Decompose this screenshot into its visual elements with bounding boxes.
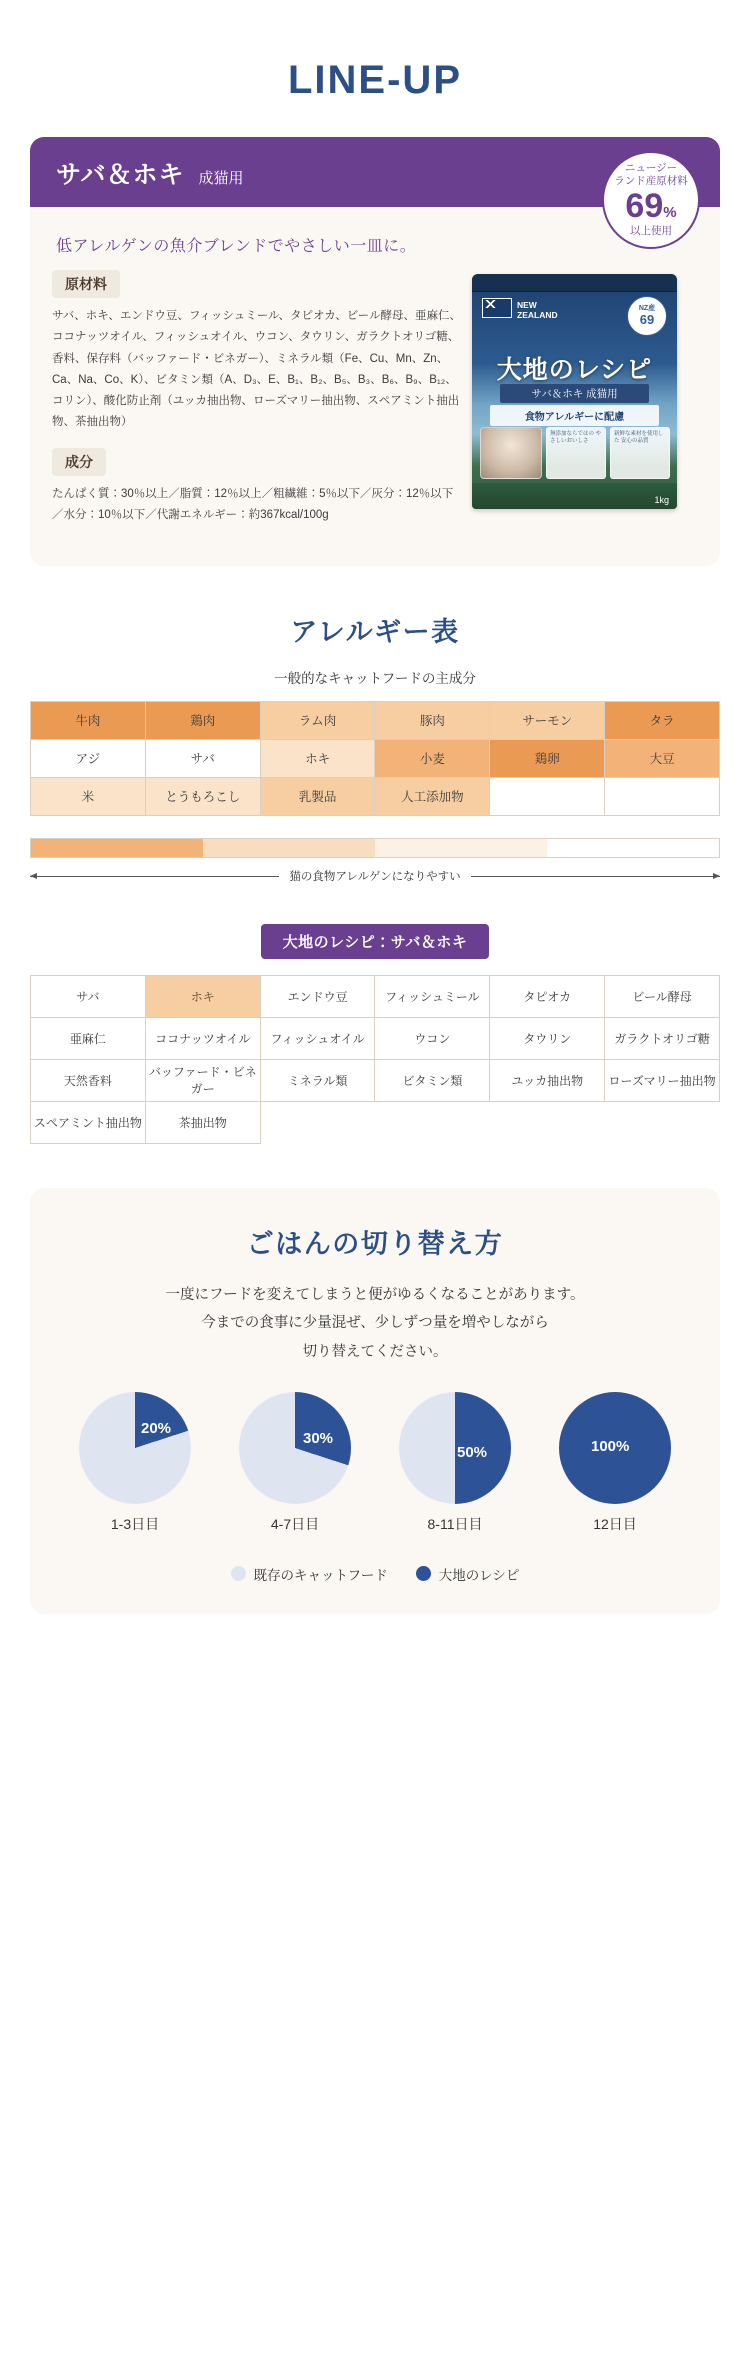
allergy-scale-bar [30,838,720,858]
recipe-cell-highlight: ホキ [145,976,260,1018]
allergy-cell: ラム肉 [260,702,375,740]
allergy-cell: 米 [31,778,146,816]
ingredients-text: サバ、ホキ、エンドウ豆、フィッシュミール、タピオカ、ビール酵母、亜麻仁、ココナッツオイル、フィッシュオイル、ウコン、タウリン、ガラクトオリゴ糖、香料、保存料（バッファード・ビネガー）、ミネラル類（Fe、Cu、Mn、Zn、Ca、Na、Co、K）、ビタミン類（A、D₃、E、B₁、B₂、B₅、B₃、B₆、B₉、B₁₂、コリン）、酸化防止剤（ユッカ抽出物、ローズマリー抽出物、スペアミント抽出物、茶抽出物） [52,310,462,429]
table-row [31,1060,720,1102]
recipe-cell: 天然香料 [31,1060,146,1102]
recipe-cell: ユッカ抽出物 [490,1060,605,1102]
allergy-caption: 一般的なキャットフードの主成分 [274,671,476,687]
product-image-column [462,270,698,540]
package-seal-top: NZ産 [638,305,656,312]
allergy-cell: とうもろこし [145,778,260,816]
recipe-cell: バッファード・ビネガー [145,1060,260,1102]
allergy-cell: 豚肉 [375,702,490,740]
allergy-cell: 鶏卵 [490,740,605,778]
product-card [30,137,720,566]
badge-bottom: 以上使用 [630,225,672,238]
allergy-cell: 小麦 [375,740,490,778]
table-row [31,976,720,1018]
badge-percent: % [663,204,677,222]
recipe-table-wrap [30,975,720,1144]
pie-chart [79,1392,191,1504]
table-row [31,702,720,740]
pie-value-label: 30% [303,1429,334,1447]
recipe-cell: エンドウ豆 [260,976,375,1018]
recipe-cell: フィッシュミール [375,976,490,1018]
allergy-cell-empty [605,778,720,816]
recipe-cell: サバ [31,976,146,1018]
ingredients-label: 原材料 [52,270,120,298]
arrow-right-icon [471,876,720,877]
allergy-cell: 大豆 [605,740,720,778]
recipe-cell: 茶抽出物 [145,1102,260,1144]
composition-label: 成分 [52,448,106,476]
badge-top-line1: ニュージー [624,161,678,174]
allergy-cell: タラ [605,702,720,740]
package-panel-right: 新鮮な素材を使用した 安心の品質 [610,427,670,479]
table-row [31,740,720,778]
allergy-cell: 人工添加物 [375,778,490,816]
recipe-label: 大地のレシピ：サバ＆ホキ [261,924,490,959]
pie-period-label: 12日目 [593,1515,637,1532]
pie-value-label: 100% [591,1437,630,1455]
package-panel-left: 無添加ならではの やさしいおいしさ [546,427,606,479]
product-package-image [472,274,677,509]
recipe-cell: ウコン [375,1018,490,1060]
scale-segment-2 [203,839,375,857]
legend-color-swatch [231,1566,246,1581]
recipe-cell: ガラクトオリゴ糖 [605,1018,720,1060]
recipe-cell: ビール酵母 [605,976,720,1018]
package-variant-band: サバ＆ホキ 成猫用 [500,384,649,403]
pie-value-label: 50% [457,1443,488,1461]
recipe-cell: スペアミント抽出物 [31,1102,146,1144]
recipe-cell: ビタミン類 [375,1060,490,1102]
recipe-cell: 亜麻仁 [31,1018,146,1060]
allergy-table-wrap [30,701,720,816]
transition-title: ごはんの切り替え方 [246,1229,504,1260]
allergy-cell: 鶏肉 [145,702,260,740]
transition-card [30,1188,720,1614]
pie-period-label: 8-11日目 [427,1515,483,1532]
legend-item-existing [231,1564,388,1584]
package-origin-line1: NEW [517,300,537,310]
transition-desc-line2: 今までの食事に少量混ぜ、少しずつ量を増やしながら [201,1315,549,1332]
product-tagline: 低アレルゲンの魚介ブレンドでやさしい一皿に。 [56,238,417,255]
package-bottom-strip [472,483,677,509]
package-origin-line2: ZEALAND [517,310,558,321]
table-row [31,778,720,816]
pie-chart [239,1392,351,1504]
product-name: サバ＆ホキ [56,161,185,189]
arrow-left-icon [30,876,279,877]
legend-color-swatch [416,1566,431,1581]
recipe-cell: タウリン [490,1018,605,1060]
allergy-section-title: アレルギー表 [290,617,460,648]
pie-chart-item [60,1392,210,1534]
allergy-scale-legend [30,868,720,884]
table-row [31,1102,720,1144]
package-top-strip [472,274,677,292]
allergy-cell-empty [490,778,605,816]
badge-top-line2: ランド産原材料 [614,174,688,187]
pie-value-label: 20% [141,1419,172,1437]
package-claim-band: 食物アレルギーに配慮 [490,405,659,426]
legend-label: 既存のキャットフード [253,1567,388,1583]
scale-segment-1 [31,839,203,857]
nz-flag-icon [482,298,512,318]
badge-number-value: 69 [625,187,664,226]
recipe-cell: フィッシュオイル [260,1018,375,1060]
allergy-cell: サバ [145,740,260,778]
recipe-cell-empty [260,1102,375,1144]
recipe-cell: ローズマリー抽出物 [605,1060,720,1102]
pie-chart-group [54,1392,696,1534]
scale-segment-4 [547,839,719,857]
pie-period-label: 4-7日目 [270,1515,320,1532]
pie-period-label: 1-3日目 [110,1515,160,1532]
transition-desc-line3: 切り替えてください。 [302,1343,448,1360]
pie-chart [559,1392,671,1504]
table-row [31,1018,720,1060]
package-seal-number: 69 [639,311,655,327]
recipe-label-wrap [0,884,750,975]
allergy-cell: サーモン [490,702,605,740]
transition-desc-line1: 一度にフードを変えてしまうと便がゆるくなることがあります。 [165,1287,585,1304]
product-subtitle: 成猫用 [198,170,244,187]
product-body [30,270,720,540]
package-seal-icon [627,296,667,336]
recipe-cell: タピオカ [490,976,605,1018]
chart-legend [54,1564,696,1584]
recipe-cell-empty [375,1102,490,1144]
scale-segment-3 [375,839,547,857]
pie-chart-item [380,1392,530,1534]
pie-chart-item [220,1392,370,1534]
package-weight: 1kg [654,495,669,505]
allergy-cell: 乳製品 [260,778,375,816]
composition-text: たんぱく質：30％以上／脂質：12％以上／粗繊維：5％以下／灰分：12％以下／水分：10％以下／代謝エネルギー：約367kcal/100g [52,487,454,521]
allergy-cell: 牛肉 [31,702,146,740]
allergy-cell: アジ [31,740,146,778]
transition-description [54,1281,696,1366]
recipe-table [30,975,720,1144]
recipe-cell: ミネラル類 [260,1060,375,1102]
recipe-cell: ココナッツオイル [145,1018,260,1060]
product-info-column [52,270,462,540]
pie-chart-item [540,1392,690,1534]
page-title: LINE-UP [288,58,462,102]
scale-note: 猫の食物アレルゲンになりやすい [289,871,461,884]
pie-chart [399,1392,511,1504]
recipe-cell-empty [490,1102,605,1144]
legend-item-new [416,1564,520,1584]
package-title: 大地のレシピ [496,356,653,384]
nz-origin-badge [602,151,700,249]
allergy-table [30,701,720,816]
package-cat-photo [480,427,542,479]
scale-gradient [30,838,720,858]
package-origin-text [517,300,558,320]
allergy-cell: ホキ [260,740,375,778]
legend-label: 大地のレシピ [438,1567,520,1583]
badge-number [625,187,677,226]
recipe-cell-empty [605,1102,720,1144]
